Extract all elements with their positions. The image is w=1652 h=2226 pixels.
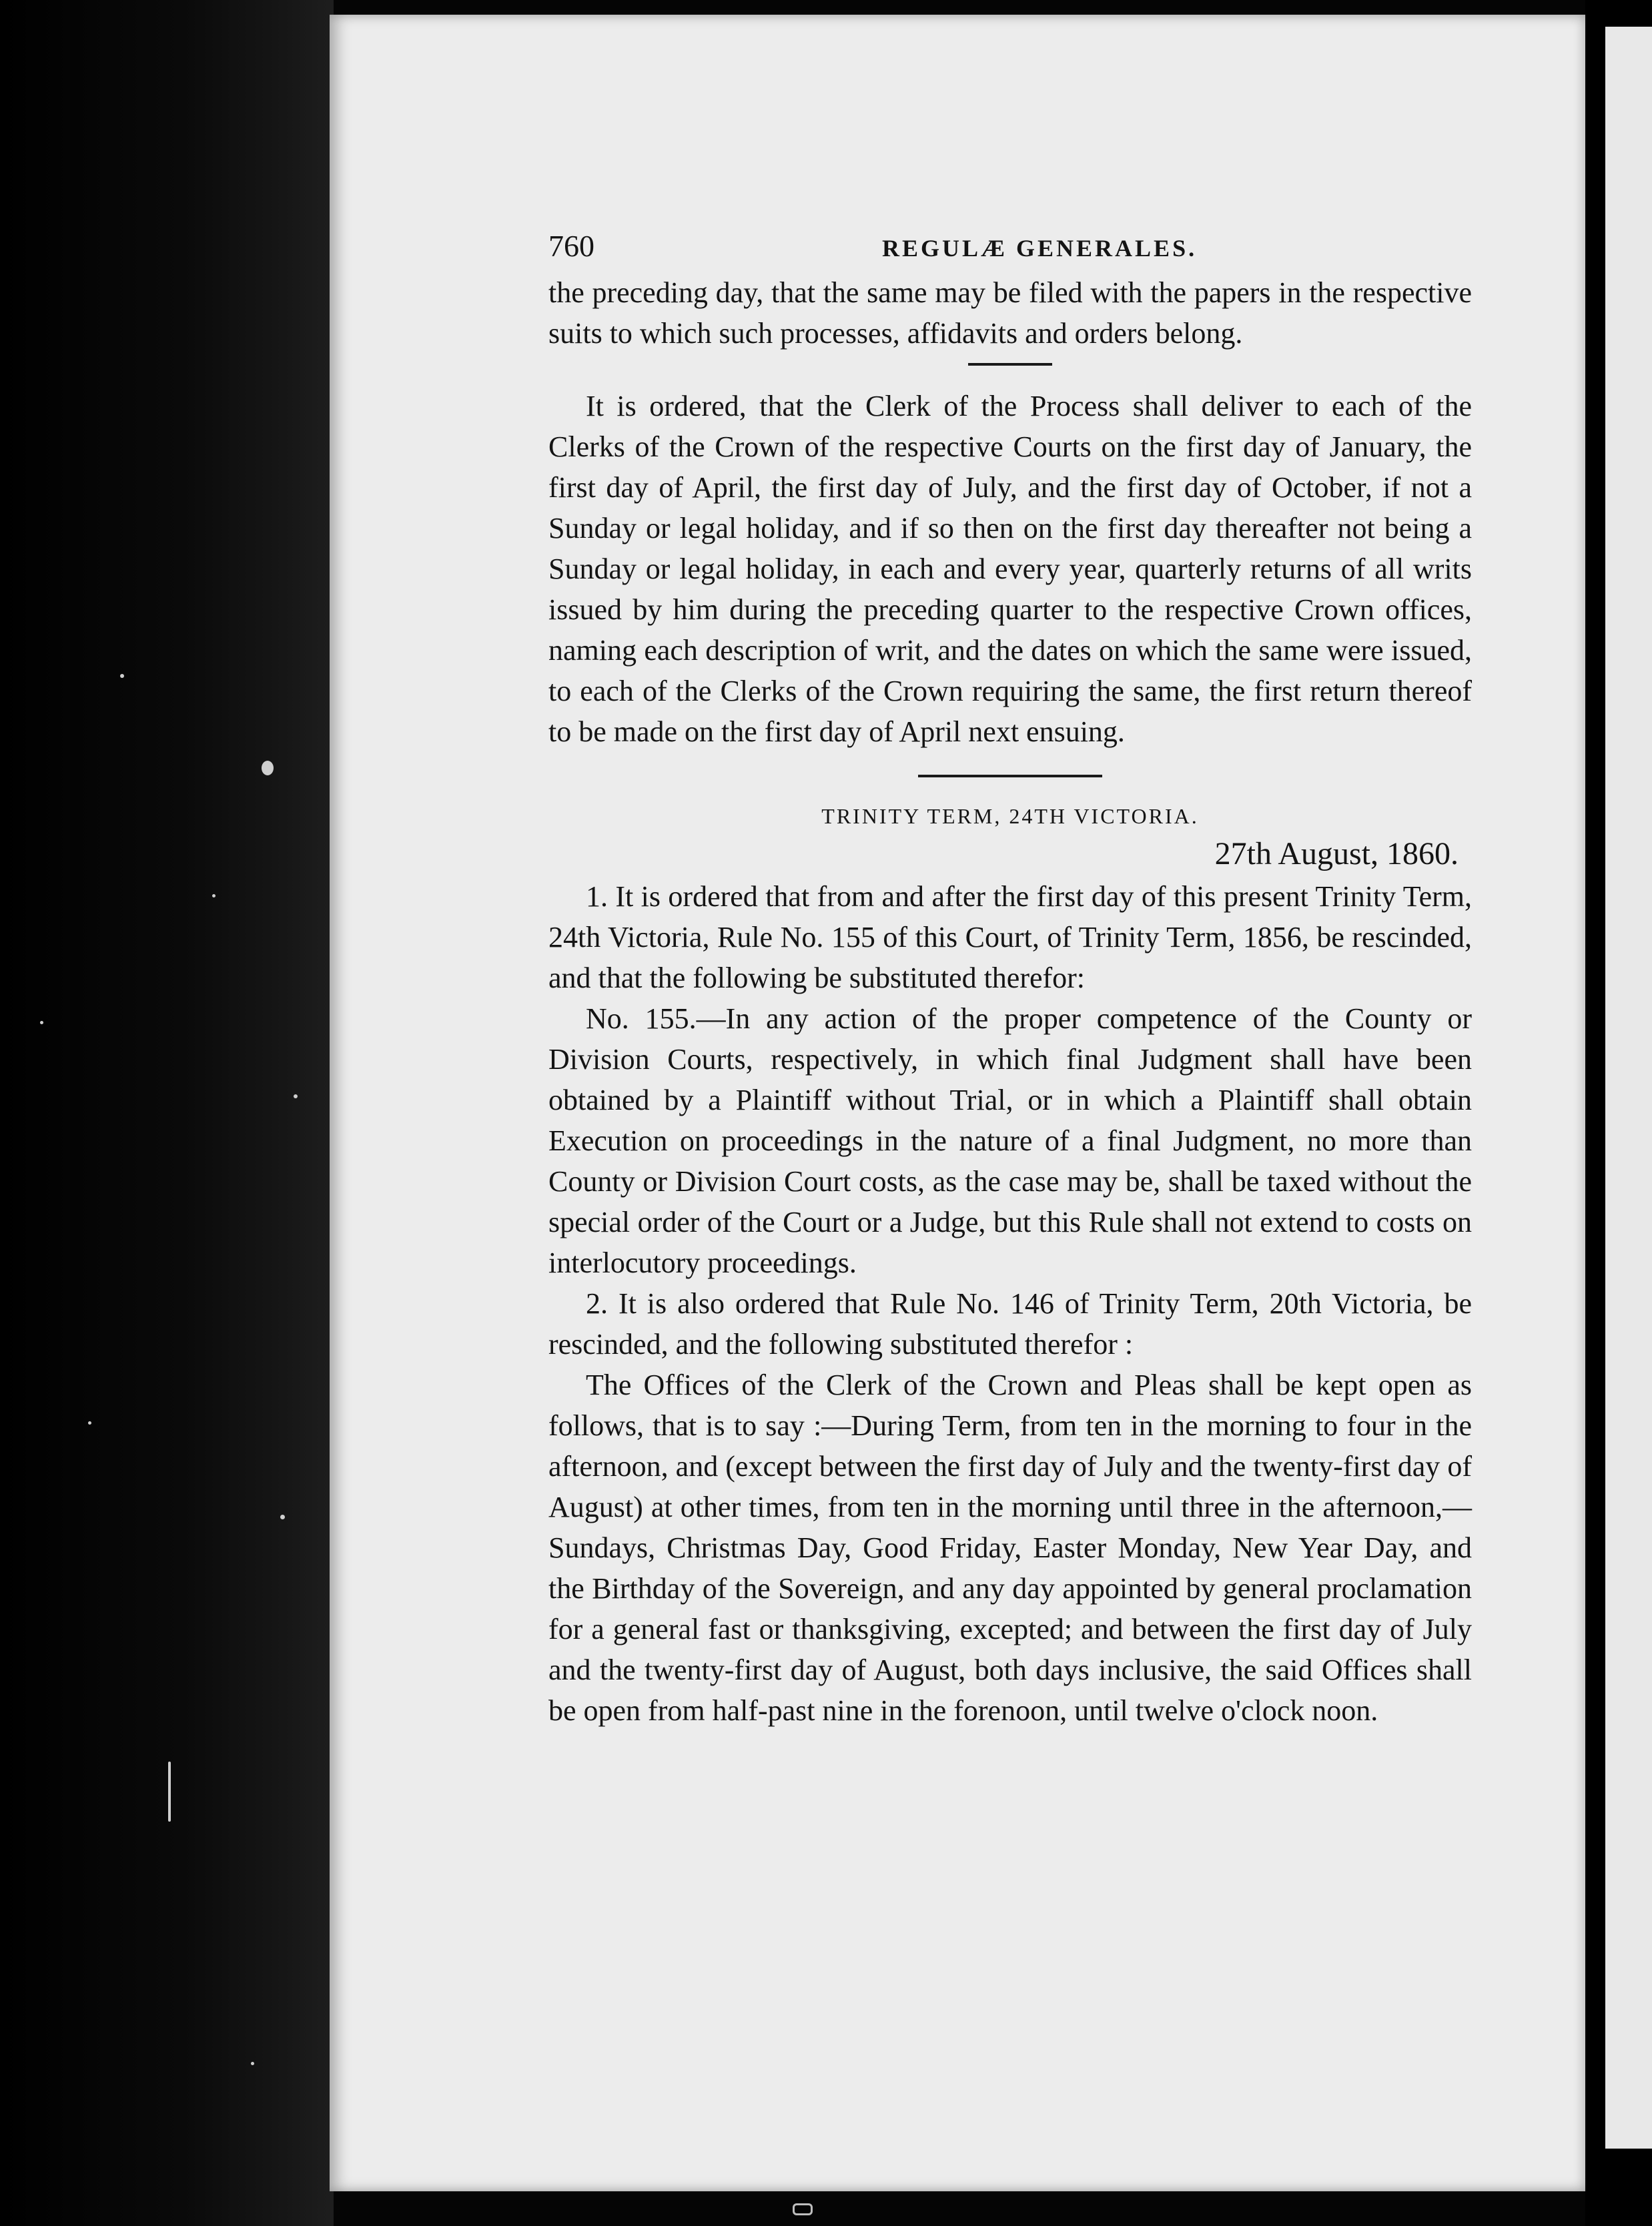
page-content [548, 226, 1472, 1731]
scan-speck [40, 1021, 43, 1024]
scan-speck [251, 2062, 254, 2065]
section-divider [968, 363, 1052, 366]
rule-paragraph: The Offices of the Clerk of the Crown and Pleas shall be kept open as follows, that is to say :—During Term, from ten in the morning to four in the afternoon, and (except between the first day of July and the twenty-first day of August) at other times, from ten in the morning until three in the afternoon,—Sundays, Christmas Day, Good Friday, Easter Monday, New Year Day, and the Birthday of the Sovereign, and any day appointed by general proclamation for a general fast or thanksgiving, excepted; and between the first day of July and the twenty-first day of August, both days inclusive, the said Offices shall be open from half-past nine in the forenoon, until twelve o'clock noon. [548, 1369, 1472, 1727]
scan-speck [280, 1515, 285, 1519]
rule-paragraph: 1. It is ordered that from and after the first day of this present Trinity Term, 24th Victoria, Rule No. 155 of this Court, of Trinity Term, 1856, be rescinded, and that the following be substituted therefor: [548, 880, 1472, 994]
scan-speck [262, 761, 274, 775]
scan-speck [120, 674, 124, 678]
section-divider [918, 775, 1102, 777]
rule-paragraph: 2. It is also ordered that Rule No. 146 of Trinity Term, 20th Victoria, be rescinded, and the following substituted therefor : [548, 1287, 1472, 1361]
section-date: 27th August, 1860. [1214, 836, 1459, 871]
scan-speck [168, 1762, 171, 1822]
section-heading: TRINITY TERM, 24TH VICTORIA. [821, 804, 1199, 828]
adjacent-page-edge [1605, 27, 1652, 2149]
page-number: 760 [548, 229, 594, 263]
paragraph-continuation: the preceding day, that the same may be filed with the papers in the respective suits to which such processes, affidavits and orders belong. [548, 276, 1472, 350]
rule-paragraph: No. 155.—In any action of the proper competence of the County or Division Courts, respectively, in which final Judgment shall have been obtained by a Plaintiff without Trial, or in which a Plaintiff shall obtain Execution on proceedings in the nature of a final Judgment, no more than County or Division Court costs, as the case may be, shall be taxed without the special order of the Court or a Judge, but this Rule shall not extend to costs on interlocutory proceedings. [548, 1002, 1472, 1279]
running-head [548, 226, 1472, 272]
scan-speck [294, 1094, 298, 1098]
scan-speck [212, 894, 216, 897]
scan-dark-margin [0, 0, 334, 2226]
running-title: REGULÆ GENERALES. [882, 235, 1198, 262]
paragraph-clerk-process: It is ordered, that the Clerk of the Process shall deliver to each of the Clerks of the Crown of the respective Courts on the first day of January, the first day of April, the first day of July, and the first day of October, if not a Sunday or legal holiday, and if so then on the first day thereafter not being a Sunday or legal holiday, in each and every year, quarterly returns of all writs issued by him during the preceding quarter to the respective Crown offices, naming each description of writ, and the dates on which the same were issued, to each of the Clerks of the Crown requiring the same, the first return thereof to be made on the first day of April next ensuing. [548, 390, 1472, 748]
scan-footer-mark [793, 2203, 813, 2215]
scan-speck [88, 1421, 91, 1425]
